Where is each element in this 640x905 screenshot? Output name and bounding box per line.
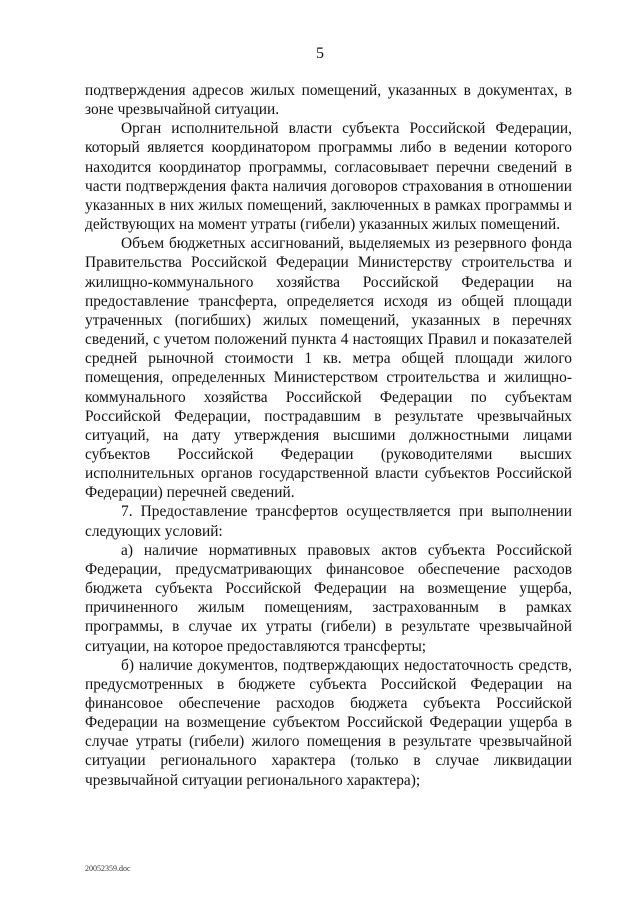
document-body: [85, 81, 572, 790]
paragraph-condition-a: а) наличие нормативных правовых актов субъекта Российской Федерации, предусматривающих финансовое обеспечение расходов бюджета субъекта Российской Федерации на возмещение ущерба, причиненного жилым помещениям, застрахованным в рамках программы, в случае их утраты (гибели) в результате чрезвычайной ситуации, на которое предоставляются трансферты;: [85, 541, 572, 655]
paragraph-clause-7: 7. Предоставление трансфертов осуществляется при выполнении следующих условий:: [85, 503, 572, 540]
page-number: 5: [316, 45, 324, 62]
paragraph-condition-b: б) наличие документов, подтверждающих недостаточность средств, предусмотренных в бюджете субъекта Российской Федерации на финансовое обеспечение расходов бюджета субъекта Российской Федерации на возмещение субъектом Российской Федерации ущерба в случае утраты (гибели) жилого помещения в результате чрезвычайной ситуации регионального характера (только в случае ликвидации чрезвычайной ситуации регионального характера);: [85, 656, 572, 789]
paragraph-budget-allocation: Объем бюджетных ассигнований, выделяемых из резервного фонда Правительства Российской Федерации Министерству строительства и жилищно-коммунального хозяйства Российской Федерации на предоставление трансферта, определяется исходя из общей площади утраченных (погибших) жилых помещений, указанных в перечнях сведений, с учетом положений пункта 4 настоящих Правил и показателей средней рыночной стоимости 1 кв. метра общей площади жилого помещения, определенных Министерством строительства и жилищно-коммунального хозяйства Российской Федерации по субъектам Российской Федерации, пострадавшим в результате чрезвычайных ситуаций, на дату утверждения высшими должностными лицами субъектов Российской Федерации (руководителями высших исполнительных органов государственной власти субъектов Российской Федерации) перечней сведений.: [85, 235, 572, 502]
paragraph-address-confirmation: подтверждения адресов жилых помещений, указанных в документах, в зоне чрезвычайной ситуации.: [85, 82, 572, 119]
document-code: 20052359.doc: [85, 864, 131, 873]
paragraph-coordinator-approval: Орган исполнительной власти субъекта Российской Федерации, который является координатором программы либо в ведении которого находится координатор программы, согласовывает перечни сведений в части подтверждения факта наличия договоров страхования в отношении указанных в них жилых помещений, заключенных в рамках программы и действующих на момент утраты (гибели) указанных жилых помещений.: [85, 120, 572, 234]
